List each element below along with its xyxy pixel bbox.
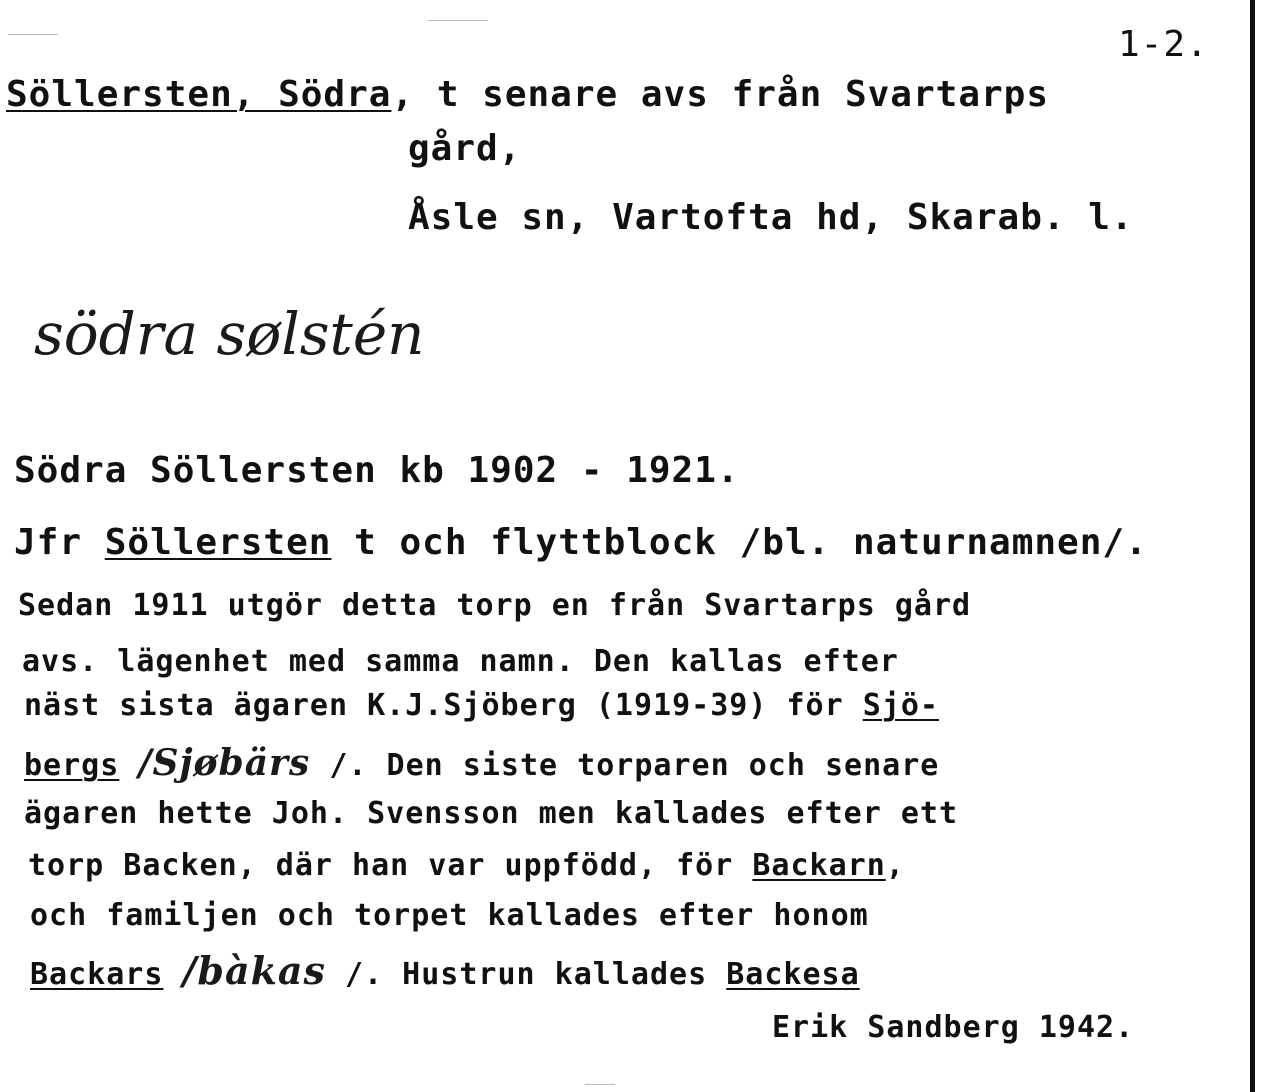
- compare-line: [14, 522, 1148, 563]
- body-line-1: Sedan 1911 utgör detta torp en från Svartarps gård: [18, 588, 972, 623]
- place-name: Söllersten, Södra: [6, 74, 392, 115]
- backesa-name: Backesa: [726, 957, 860, 992]
- scan-speck: [585, 1084, 615, 1085]
- place-description-cont: gård,: [408, 128, 522, 169]
- body-line-2: avs. lägenhet med samma namn. Den kallas efter: [22, 644, 899, 679]
- body-line-3-text: näst sista ägaren K.J.Sjöberg (1919-39) för: [24, 688, 844, 723]
- signature: Erik Sandberg 1942.: [772, 1010, 1135, 1045]
- source-line: Södra Söllersten kb 1902 - 1921.: [14, 450, 740, 491]
- sjobergs-name-part: bergs: [24, 748, 120, 783]
- handwritten-backars: /bàkas: [182, 948, 326, 993]
- compare-prefix: Jfr: [14, 522, 83, 563]
- body-line-6-comma: ,: [885, 848, 905, 883]
- compare-rest: t och flyttblock /bl. naturnamnen/.: [354, 522, 1148, 563]
- handwritten-pronunciation: södra sølstén: [34, 300, 425, 368]
- backarn-name: Backarn: [752, 848, 886, 883]
- card-number: 1-2.: [1118, 24, 1209, 65]
- body-line-8-text: /. Hustrun kallades: [344, 957, 708, 992]
- card-right-edge: [1250, 0, 1255, 1092]
- compare-link: Söllersten: [104, 522, 332, 563]
- place-location: Åsle sn, Vartofta hd, Skarab. l.: [408, 197, 1134, 238]
- scan-speck: [8, 34, 58, 35]
- sjoberg-name-part: Sjö-: [862, 688, 939, 723]
- body-line-6-text: torp Backen, där han var uppfödd, för: [28, 848, 734, 883]
- backars-name: Backars: [30, 957, 164, 992]
- scan-speck: [428, 20, 488, 21]
- body-line-3: [24, 688, 939, 723]
- body-line-8: [30, 948, 860, 993]
- place-description: , t senare avs från Svartarps: [391, 74, 1050, 115]
- body-line-4: [24, 742, 939, 784]
- body-line-5: ägaren hette Joh. Svensson men kallades efter ett: [24, 796, 959, 831]
- handwritten-sjobergs: /Sjøbärs: [138, 742, 311, 784]
- body-line-4-text: /. Den siste torparen och senare: [329, 748, 940, 783]
- body-line-6: [28, 848, 905, 883]
- heading-line: [6, 74, 1049, 115]
- body-line-7: och familjen och torpet kallades efter honom: [30, 898, 869, 933]
